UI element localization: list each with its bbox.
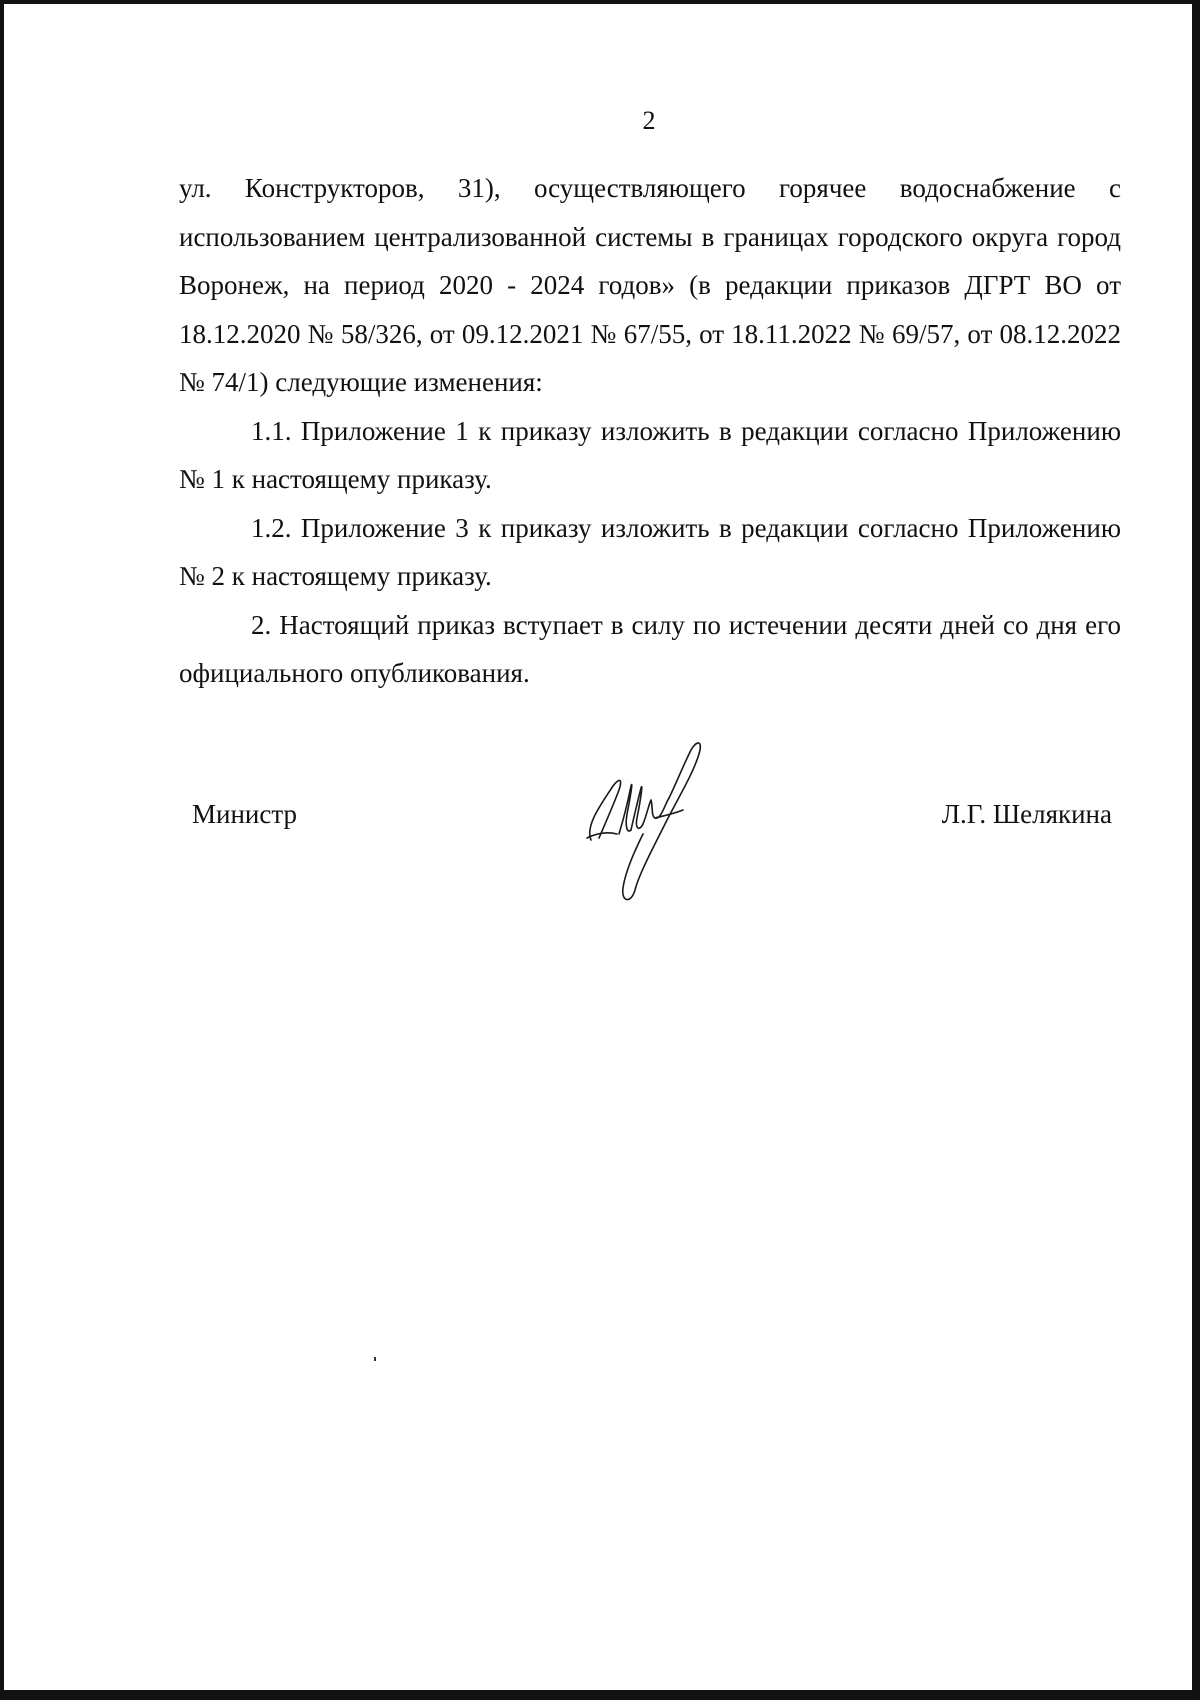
scan-speck <box>374 1357 376 1361</box>
signer-name: Л.Г. Шелякина <box>941 799 1112 829</box>
signer-position: Министр <box>192 799 297 829</box>
page-number: 2 <box>642 106 656 135</box>
paragraph-item-2: 2. Настоящий приказ вступает в силу по истечении десяти дней со дня его официального опубликования. <box>179 609 1121 688</box>
paragraph-item-1-2: 1.2. Приложение 3 к приказу изложить в редакции согласно Приложению № 2 к настоящему приказу. <box>179 512 1121 591</box>
document-body <box>179 164 1121 698</box>
handwritten-signature <box>579 734 739 914</box>
paragraph-continuation: ул. Конструкторов, 31), осуществляющего горячее водоснабжение с использованием централизованной системы в границах городского округа город Воронеж, на период 2020 - 2024 годов» (в редакции приказов ДГРТ ВО от 18.12.2020 № 58/326, от 09.12.2021 № 67/55, от 18.11.2022 № 69/57, от 08.12.2022 № 74/1) следующие изменения: <box>179 173 1121 397</box>
paragraph-item-1-1: 1.1. Приложение 1 к приказу изложить в редакции согласно Приложению № 1 к настоящему приказу. <box>179 415 1121 494</box>
